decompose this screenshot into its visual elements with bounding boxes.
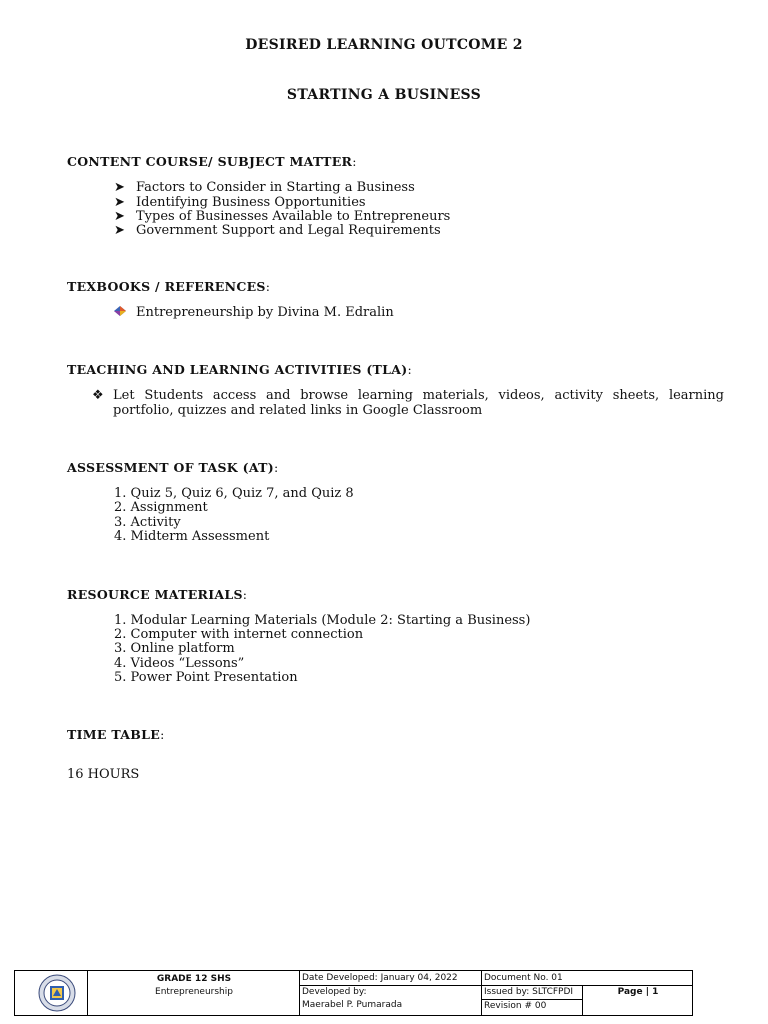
list-item: 1. Quiz 5, Quiz 6, Quiz 7, and Quiz 8 (114, 486, 354, 501)
footer-course-cell (87, 971, 299, 1015)
document-number: Document No. 01 (484, 973, 563, 983)
time-table-value: 16 HOURS (67, 767, 140, 782)
content-course-heading: CONTENT COURSE/ SUBJECT MATTER: (67, 154, 357, 169)
list-item: ➤ Factors to Consider in Starting a Business (114, 180, 415, 195)
assessment-heading: ASSESSMENT OF TASK (AT): (67, 460, 279, 475)
arrow-bullet-icon: ➤ (114, 209, 125, 224)
list-item: 2. Computer with internet connection (114, 627, 364, 642)
school-seal-logo (31, 974, 83, 1012)
footer-doc-cell (481, 971, 692, 1015)
arrow-bullet-icon: ➤ (114, 223, 125, 238)
document-title: DESIRED LEARNING OUTCOME 2 (245, 37, 523, 53)
developed-by-label: Developed by: (302, 987, 367, 997)
tla-heading: TEACHING AND LEARNING ACTIVITIES (TLA): (67, 362, 412, 377)
diamond-bullet-icon: ❖ (92, 388, 104, 403)
list-item: 3. Online platform (114, 641, 235, 656)
textbooks-heading: TEXBOOKS / REFERENCES: (67, 279, 271, 294)
grade-label: GRADE 12 SHS (156, 974, 232, 984)
list-item: 1. Modular Learning Materials (Module 2: Starting a Business) (114, 613, 531, 628)
revision-number: Revision # 00 (484, 1001, 547, 1011)
list-item: 5. Power Point Presentation (114, 670, 298, 685)
resources-heading: RESOURCE MATERIALS: (67, 587, 248, 602)
subject-label: Entrepreneurship (155, 987, 233, 997)
list-item: 2. Assignment (114, 500, 208, 515)
arrow-bullet-icon: ➤ (114, 180, 125, 195)
diamond-bullet-icon (114, 305, 136, 320)
list-item: ❖ Let Students access and browse learning materials, videos, activity sheets, learning portfolio, quizzes and related links in Google Classroom (92, 388, 724, 418)
date-developed: Date Developed: January 04, 2022 (302, 973, 458, 983)
list-item: 4. Midterm Assessment (114, 529, 270, 544)
arrow-bullet-icon: ➤ (114, 195, 125, 210)
page-number: Page | 1 (617, 987, 659, 997)
developer-name: Maerabel P. Pumarada (302, 1000, 403, 1010)
issued-by: Issued by: SLTCFPDI (484, 987, 574, 997)
time-table-heading: TIME TABLE: (67, 727, 165, 742)
document-footer (14, 970, 693, 1016)
footer-dev-cell (299, 971, 481, 1015)
list-item: ➤ Types of Businesses Available to Entrepreneurs (114, 209, 451, 224)
list-item: ➤ Government Support and Legal Requirements (114, 223, 441, 238)
list-item: Entrepreneurship by Divina M. Edralin (114, 305, 394, 320)
document-subtitle: STARTING A BUSINESS (286, 87, 482, 103)
list-item: 4. Videos “Lessons” (114, 656, 245, 671)
list-item: 3. Activity (114, 515, 181, 530)
list-item: ➤ Identifying Business Opportunities (114, 195, 366, 210)
